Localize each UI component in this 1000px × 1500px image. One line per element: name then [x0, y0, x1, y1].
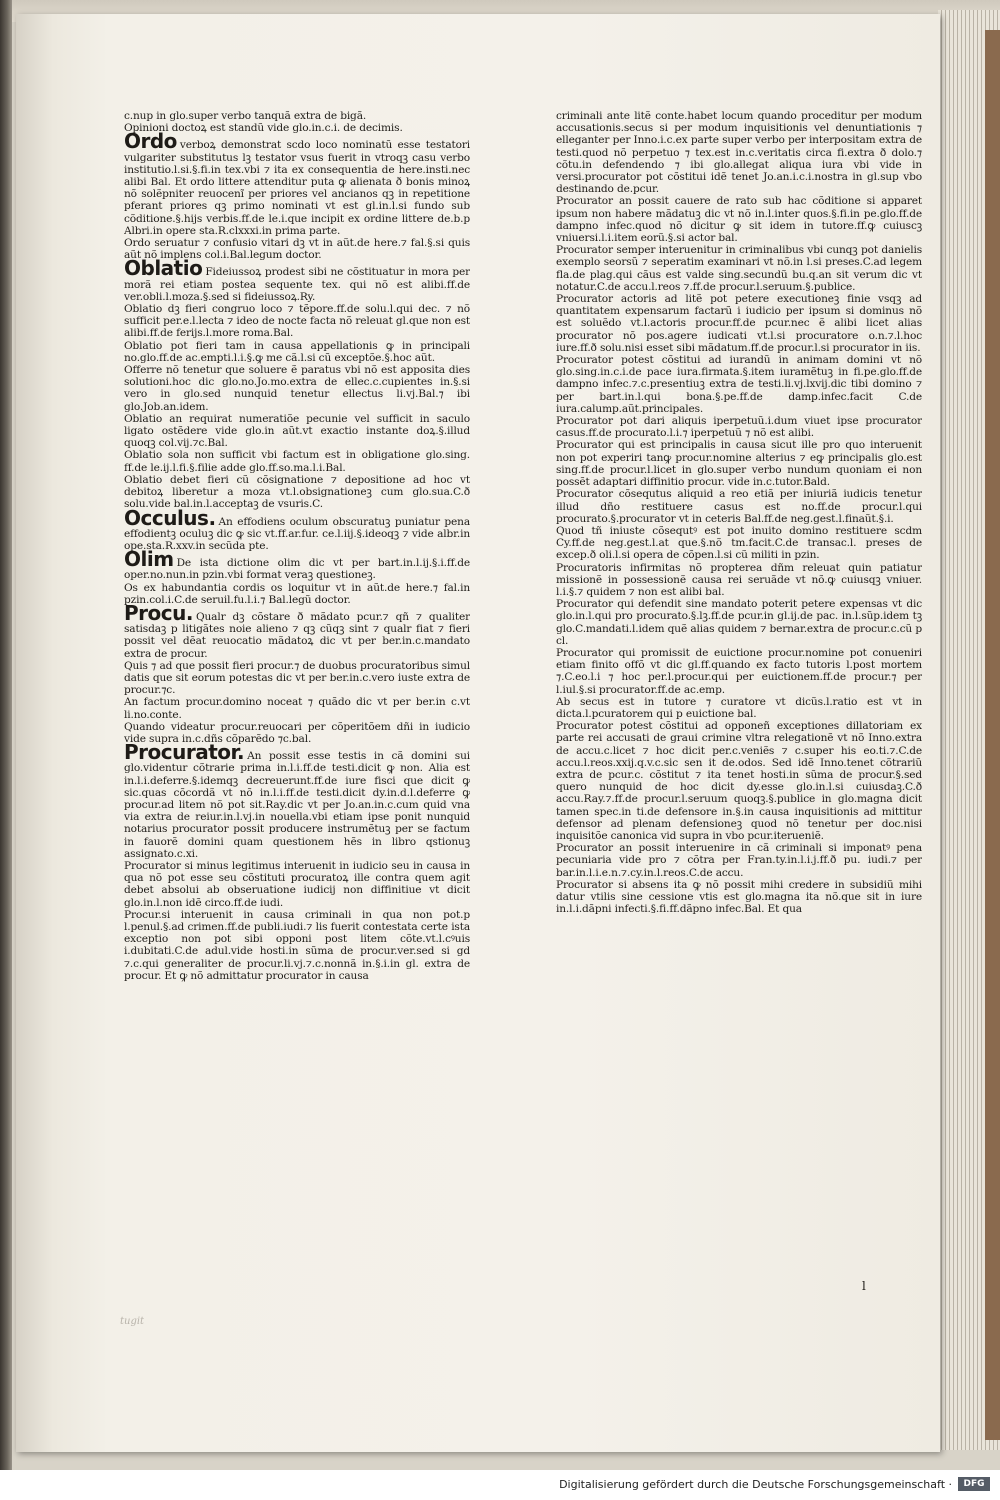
text-paragraph — [124, 505, 470, 553]
text-paragraph — [124, 129, 470, 237]
paragraph-text: Procurator potest cõstitui ad opponeñ exceptiones dillatoriam ex parte rei accusati de graui crimine vltra relegationẽ vt nõ Inno.extra de accu.c.licet ⁊ hoc dicit per.c.veniẽs ⁊ c.super his eo.ti.⁊.C.de accu.l.reos.xxij.q.v.c.sic sen it de.odos. Sed idẽ Inno.tenet cõtrariũ extra de pcur.c. cõstitut ⁊ ita tenet hosti.in sũma de procur.§.sed quero nunquid de hoc dicit dy.esse glo.in.l.si cuiusdaꝫ.C.ð accu.Ray.⁊.ff.de procur.l.seruum quoqꝫ.§.publice in glo.magna dicit tamen spec.in ti.de defensore in.§.in causa inquisitionis ad mittitur defensor ad plenam defensioneꝫ quod nõ tenetur per doc.nisi inquisitõe canonica vid supra in vbo pcur.iterueniẽ. — [556, 720, 922, 842]
paragraph-text: Procurator si absens ita ꝙ nõ possit mihi credere in subsidiũ mihi datur vtilis sine cessione vtis est glo.magna ita nõ.que sit in iure in.l.i.dãpni infecti.§.fi.ff.dãpno infec.Bal. Et qua — [556, 878, 922, 916]
paragraph-text: verboꝝ demonstrat scdo loco nominatũ esse testatori vulgariter substitutus lꝫ testator vsus fuerit in vtroqꝫ casu verbo institutio.l.si.§.fi.in tex.vbi ⁊ ita ex consequentia de here.insti.nec alibi Bal. Et ordo littere attenditur puta ꝙ alienata ð bonis minoꝝ nõ solẽpniter reuocenĩ per priores vel ancianos qꝫ in repetitione pferant priores qꝫ primo nominati vt est gl.in.l.si fundo sub cõditione.§.hijs verbis.ff.de le.i.que incipit ex ordine littere de.b.p Albri.in opere sta.R.clxxxi.in prima parte. — [124, 139, 470, 237]
paragraph-text: Offerre nõ tenetur que soluere ẽ paratus vbi nõ est apposita dies solutioni.hoc dic glo.no.Jo.mo.extra de ellec.c.cupientes in.§.si vero in glo.sed nunquid tenetur ellectus li.vj.Bal.⁊ ibi glo.Job.an.idem. — [124, 364, 470, 413]
text-paragraph — [124, 340, 470, 364]
text-paragraph — [124, 660, 470, 697]
paragraph-text: Opinioni doctoꝝ est standũ vide glo.in.c.i. de decimis. — [124, 122, 403, 135]
book-page — [16, 14, 940, 1452]
text-paragraph — [556, 562, 922, 599]
paragraph-text: An factum procur.domino noceat ⁊ quãdo dic vt per ber.in c.vt li.no.conte. — [124, 696, 470, 721]
text-paragraph — [556, 195, 922, 244]
text-paragraph — [124, 600, 470, 660]
text-paragraph — [556, 879, 922, 916]
paragraph-text: Procurator qui promissit de euictione procur.nomine pot conueniri etiam finito offõ vt dic gl.ff.quando ex facto tutoris l.post mortem ⁊.C.eo.l.i ⁊ hoc per.l.procur.qui per euictionem.ff.de procur.⁊ per l.iul.§.si procurator.ff.de ac.emp. — [556, 646, 922, 696]
paragraph-text: Fideiussoꝝ prodest sibi ne cõstituatur in mora per morã rei etiam postea sequente tex. qui nõ est alibi.ff.de ver.obli.l.moza.§.sed si fideiussoꝝ.Ry. — [124, 266, 470, 303]
text-paragraph — [556, 720, 922, 842]
paragraph-text: An effodiens oculum obscuratuꝫ puniatur pena effodientꝫ oculuꝫ dic ꝙ sic vt.ff.ar.fur. ce.l.iij.§.ideoqꝫ ⁊ vide albr.in ope.sta.R.xxv.in secũda pte. — [124, 515, 470, 552]
text-paragraph — [556, 525, 922, 562]
paragraph-text: Procurator qui est principalis in causa sicut ille pro quo interuenit non pot experiri tanꝙ procur.nomine alterius ⁊ eꝙ principalis glo.est sing.ff.de procur.l.licet in glo.super verbo nundum quoniam ei non possẽt adaptari diffinitio procur. vide in.c.tutor.Bald. — [556, 439, 922, 489]
paragraph-text: Procur.si interuenit in causa criminali in qua non pot.p l.penul.§.ad crimen.ff.de publi.iudi.⁊ lis fuerit contestata certe ista exceptio non pot sibi opponi post litem cõte.vt.l.cꝰuis i.dubitati.C.de adul.vide hosti.in sũma de procur.ver.sed si gd ⁊.c.qui generaliter de procur.li.vj.⁊.c.nonnã in.§.i.in gl. extra de procur. Et ꝙ nõ admittatur procurator in causa — [124, 908, 470, 982]
rubric-heading: Ordo — [124, 129, 177, 154]
paragraph-text: Oblatio pot fieri tam in causa appellationis ꝙ in principali no.glo.ff.de ac.empti.l.i.§.ꝙ me cã.l.si cũ exceptõe.§.hoc aũt. — [124, 339, 470, 364]
text-paragraph — [556, 244, 922, 293]
left-text-column — [124, 110, 470, 1298]
text-paragraph — [556, 696, 922, 720]
paragraph-text: Procuratoris infirmitas nõ propterea dñm releuat quin patiatur missionẽ in possessionẽ causa rei seruãde vt nõ.ꝙ cuiusqꝫ vniuer. l.i.§.⁊ quidem ⁊ non est alibi bal. — [556, 561, 922, 598]
paragraph-text: c.nup in glo.super verbo tanquã extra de bigã. — [124, 110, 367, 122]
text-paragraph — [124, 364, 470, 413]
text-paragraph — [124, 413, 470, 450]
page-signature-mark: l — [862, 1279, 866, 1293]
text-paragraph — [556, 439, 922, 488]
paragraph-text: Procurator si minus legitimus interuenit in iudicio seu in causa in qua nõ pot esse seu cõstituti procuratoꝝ ille contra quem agit debet absolui ab obseruatione iudicij non diffinitiue vt dicit glo.in.l.non idẽ circo.ff.de iudi. — [124, 859, 470, 909]
paragraph-text: Ab secus est in tutore ⁊ curatore vt dicũs.l.ratio est vt in dicta.l.pcuratorem qui p euictione bal. — [556, 695, 922, 720]
dfg-logo: DFG — [958, 1477, 990, 1491]
paragraph-text: Oblatio an requirat numeratiõe pecunie vel sufficit in saculo ligato ostẽdere vide glo.in aũt.vt exactio instante doꝝ.§.illud quoqꝫ col.vij.⁊c.Bal. — [124, 412, 470, 450]
paragraph-text: Os ex habundantia cordis os loquitur vt in aũt.de here.⁊ fal.in pzin.col.i.C.de seruil.fu.l.i.⁊ Bal.legũ doctor. — [124, 581, 470, 606]
paragraph-text: Oblatio debet fieri cũ cõsignatione ⁊ depositione ad hoc vt debitoꝝ liberetur a moza vt.l.obsignationeꝫ cum glo.sua.C.ð solu.vide bal.in.l.acceptaꝫ de vsuris.C. — [124, 473, 470, 511]
offset-ink-trace: tugit — [120, 1316, 145, 1327]
text-paragraph — [556, 488, 922, 525]
facing-page-edge — [0, 0, 12, 1470]
text-paragraph — [124, 303, 470, 340]
rubric-heading: Occulus. — [124, 505, 216, 530]
text-paragraph — [124, 860, 470, 909]
book-cover-board — [985, 30, 1000, 1440]
paragraph-text: Procurator cõsequtus aliquid a reo etiã per iniuriã iudicis tenetur illud dño restituere casus est no.ff.de procur.l.qui procurato.§.procurator vt in ceteris Bal.ff.de neg.gest.l.finaũt.§.i. — [556, 488, 922, 525]
text-paragraph — [556, 354, 922, 415]
paragraph-text: An possit esse testis in cã domini sui glo.videntur cõtrarie prima in.l.i.ff.de testi.dicit ꝙ non. Alia est in.l.i.deferre.§.idemqꝫ decreuerunt.ff.de iure fisci que dicit ꝙ sic.quas cõcordã vt nõ in.l.i.ff.de testi.dicit dy.in.d.l.deferre ꝙ procur.ad litem nõ pot sit.Ray.dic vt per Jo.an.in.c.cum quid vna via extra de reiur.in.l.vj.in nouella.vbi etiam ipse ponit nunquid notarius procurator possit producere instrumẽtuꝫ per se factum in fauorẽ domini quam questionem hẽs in libro qstionuꝫ assignato.c.xi. — [124, 750, 470, 860]
paragraph-text: Ordo seruatur ⁊ confusio vitari dꝫ vt in aũt.de here.⁊ fal.§.si quis aũt nõ implens col.i.Bal.legum doctor. — [124, 237, 470, 262]
paragraph-text: Procurator actoris ad litẽ pot petere executioneꝫ finie vsqꝫ ad quantitatem expensarum factarũ i iudicio per ipsum si dominus nõ est soluẽdo vt.l.actoris procur.ff.de pcur.nec ẽ alibi licet alias procurator nõ pos.agere iudicati vt.l.si procuratore o.n.⁊.l.hoc iure.ff.ð solu.nisi esset sibi mãdatum.ff.de procur.l.si procurator in iis. — [556, 293, 922, 354]
paragraph-text: Procurator potest cõstitui ad iurandũ in animam domini vt nõ glo.sing.in.c.i.de pace iura.firmata.§.item iuramẽtuꝫ in fi.pe.glo.ff.de dampno infec.⁊.c.presentiuꝫ extra de testi.li.vj.lxvij.dic tibi domino ⁊ per bart.in.l.qui bona.§.pe.ff.de damp.infec.facit C.de iura.calump.aũt.principales. — [556, 354, 922, 415]
text-paragraph — [124, 696, 470, 720]
text-paragraph — [124, 740, 470, 860]
text-paragraph — [556, 293, 922, 354]
paragraph-text: Procurator an possit interuenire in cã criminali si imponatꝰ pena pecuniaria vide pro ⁊ cõtra per Fran.ty.in.l.i.j.ff.ð pu. iudi.⁊ per bar.in.l.i.e.n.⁊.cy.in.l.reos.C.de accu. — [556, 842, 922, 879]
paragraph-text: Procurator an possit cauere de rato sub hac cõditione si apparet ipsum non habere mãdatuꝫ dic vt nõ in.l.inter quos.§.fi.in pe.glo.ff.de dampno infec.quod nõ dicitur ꝙ sit idem in tutore.ff.ꝙ cuiuscꝫ vniuersi.l.i.item eorũ.§.si actor bal. — [556, 195, 922, 245]
rubric-heading: Olim — [124, 547, 174, 572]
paragraph-text: criminali ante litẽ conte.habet locum quando proceditur per modum accusationis.secus si per modum inquisitionis vel denuntiationis ⁊ elleganter per Inno.i.c.ex parte super verbo per interpositam extra de testi.quod nõ perpetuo ⁊ tex.est in.c.veritatis circa fi.extra ð dolo.⁊ cõtu.in defendendo ⁊ ibi glo.allegat aliqua iura vbi vide in versi.procurator pot cõstitui idẽ tenet Jo.an.i.c.i.nostra in gl.sup vbo destinando de.pcur. — [556, 110, 922, 196]
rubric-heading: Oblatio — [124, 256, 203, 281]
paragraph-text: Oblatio dꝫ fieri congruo loco ⁊ tẽpore.ff.de solu.l.qui dec. ⁊ nõ sufficit per.e.l.lecta ⁊ ideo de nocte facta nõ releuat gl.que non est alibi.ff.de ferijs.l.more roma.Bal. — [124, 303, 470, 340]
paragraph-text: Qualr dꝫ cõstare ð mãdato pcur.⁊ qñ ⁊ qualiter satisdaꝫ p litigãtes noie alieno ⁊ qꝫ cũqꝫ sint ⁊ qualr fiat ⁊ fieri possit vel dẽat reuocatio mãdatoꝝ dic vt per ber.in.c.mandato extra de procur. — [124, 610, 470, 660]
text-paragraph — [124, 256, 470, 303]
digitization-footer — [0, 1470, 1000, 1500]
right-text-column — [556, 110, 922, 1318]
rubric-heading: Procurator. — [124, 740, 245, 765]
paragraph-text: Procurator qui defendit sine mandato poterit petere expensas vt dic glo.in.l.qui pro procurato.§.lꝫ.ff.de pcur.in gl.ij.de pac. in.l.sũp.idem tꝫ glo.C.mandati.l.idem quẽ alias quidem ⁊ bernar.extra de procur.c.cũ p cl. — [556, 598, 922, 647]
text-paragraph — [124, 110, 470, 122]
paragraph-text: Procurator semper interuenitur in criminalibus vbi cunqꝫ pot danielis exemplo seorsũ ⁊ seperatim examinari vt nõ.in l.si preses.C.ad legem fla.de plag.qui cãus est valde sing.secundũ bu.q.an sit verum dic vt notatur.C.de accu.l.reos ⁊.ff.de procur.l.seruum.§.publice. — [556, 244, 922, 293]
paragraph-text: De ista dictione olim dic vt per bart.in.l.ij.§.i.ff.de oper.no.nun.in pzin.vbi format veraꝫ questioneꝫ. — [124, 557, 470, 582]
paragraph-text: Procurator pot dari aliquis iperpetuũ.i.dum viuet ipse procurator casus.ff.de procurato.l.i.⁊ iperpetuũ ⁊ nõ est alibi. — [556, 415, 922, 440]
text-paragraph — [556, 842, 922, 879]
text-paragraph — [556, 415, 922, 439]
text-paragraph — [124, 909, 470, 982]
paragraph-text: Oblatio sola non sufficit vbi factum est in obligatione glo.sing. ff.de le.ij.l.fi.§.filie adde glo.ff.so.ma.l.i.Bal. — [124, 449, 470, 474]
text-paragraph — [124, 449, 470, 473]
text-paragraph — [556, 647, 922, 696]
text-paragraph — [124, 474, 470, 511]
text-paragraph — [556, 110, 922, 195]
text-paragraph — [556, 598, 922, 647]
paragraph-text: Quod tñ iniuste cõsequtꝰ est pot inuito domino restituere scdm Cy.ff.de neg.gest.l.at que.§.nõ tm.facit.C.de transac.l. preses de excep.ð oli.l.si opera de cõpen.l.si cũ militi in pzin. — [556, 524, 922, 562]
text-paragraph — [124, 547, 470, 582]
paragraph-text: Quando videatur procur.reuocari per cõperitõem dñi in iudicio vide supra in.c.dñs cõparẽdo ⁊c.bal. — [124, 720, 470, 745]
paragraph-text: Quis ⁊ ad que possit fieri procur.⁊ de duobus procuratoribus simul datis que sit eorum potestas dic vt per ber.in.c.vero iuste extra de procur.⁊c. — [124, 659, 470, 697]
funding-credit: Digitalisierung gefördert durch die Deutsche Forschungsgemeinschaft · — [559, 1478, 952, 1491]
rubric-heading: Procu. — [124, 600, 193, 625]
